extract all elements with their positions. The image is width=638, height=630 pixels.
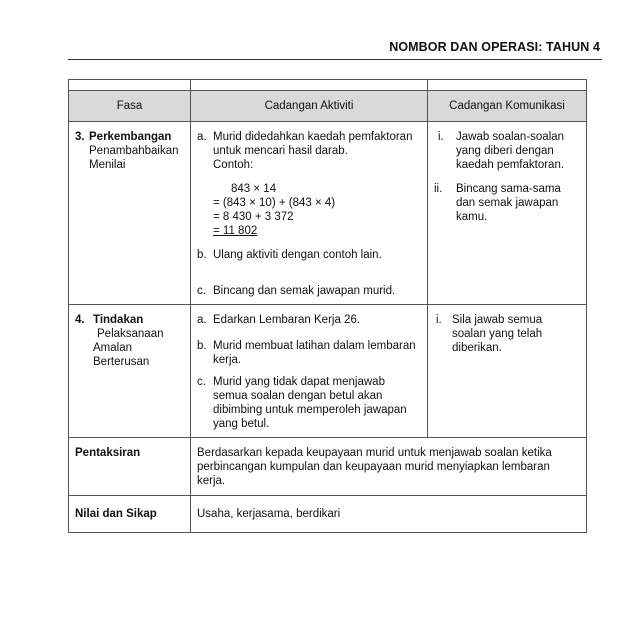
list-text: Contoh: <box>213 159 254 171</box>
list-marker: a. <box>197 314 207 326</box>
table-row-perkembangan <box>69 122 587 305</box>
table-header-row <box>69 91 587 122</box>
list-text: Murid yang tidak dapat menjawab <box>213 376 385 388</box>
list-marker: c. <box>197 376 206 388</box>
list-text: Sila jawab semua <box>452 314 543 326</box>
list-text: dibimbing untuk memperoleh jawapan <box>213 404 407 416</box>
table-row-pentaksiran <box>69 438 587 496</box>
list-marker: c. <box>197 285 206 297</box>
list-item <box>434 182 580 224</box>
list-text: Ulang aktiviti dengan contoh lain. <box>213 249 382 261</box>
pentaksiran-text-cell <box>191 438 587 496</box>
fasa-sub: Amalan <box>93 342 132 354</box>
list-marker: b. <box>197 249 207 261</box>
fasa-sub: Pelaksanaan <box>97 328 164 340</box>
nilai-label: Nilai dan Sikap <box>75 508 157 520</box>
header-divider <box>68 59 602 60</box>
nilai-text-cell <box>191 496 587 533</box>
list-text: Murid didedahkan kaedah pemfaktoran <box>213 131 413 143</box>
table-row-nilai <box>69 496 587 533</box>
fasa-cell <box>69 122 191 305</box>
list-text: kaedah pemfaktoran. <box>456 159 565 171</box>
pentaksiran-label: Pentaksiran <box>75 447 141 459</box>
list-item <box>197 284 421 298</box>
nilai-text: Usaha, kerjasama, berdikari <box>197 508 341 520</box>
list-text: untuk mencari hasil darab. <box>213 145 348 157</box>
fasa-number: 4. <box>75 314 85 326</box>
list-item <box>434 313 580 355</box>
spacer-cell <box>428 80 587 91</box>
table-spacer-row <box>69 80 587 91</box>
list-text: kamu. <box>456 211 488 223</box>
list-item <box>434 130 580 172</box>
calc-line: = (843 × 10) + (843 × 4) <box>213 197 336 209</box>
table-row-tindakan <box>69 305 587 438</box>
list-item <box>197 375 421 431</box>
list-marker: i. <box>436 314 442 326</box>
list-text: soalan yang telah <box>452 328 543 340</box>
fasa-cell <box>69 305 191 438</box>
fasa-sub: Berterusan <box>93 356 150 368</box>
list-text: Jawab soalan-soalan <box>456 131 565 143</box>
fasa-sub: Penambahbaikan <box>89 145 179 157</box>
header-fasa: Fasa <box>69 91 191 122</box>
pentaksiran-text: Berdasarkan kepada keupayaan murid untuk menjawab soalan ketika <box>197 447 552 459</box>
komunikasi-cell <box>428 305 587 438</box>
list-text: yang betul. <box>213 418 270 430</box>
list-text: Bincang dan semak jawapan murid. <box>213 285 396 297</box>
list-text: yang diberi dengan <box>456 145 554 157</box>
list-item <box>197 313 421 327</box>
calc-line: = 8 430 + 3 372 <box>213 211 294 223</box>
spacer-cell <box>69 80 191 91</box>
pentaksiran-text: kerja. <box>197 475 226 487</box>
list-marker: i. <box>438 131 444 143</box>
list-text: Murid membuat latihan dalam lembaran <box>213 340 416 352</box>
list-text: Edarkan Lembaran Kerja 26. <box>213 314 361 326</box>
komunikasi-cell <box>428 122 587 305</box>
header-cadangan-aktiviti: Cadangan Aktiviti <box>191 91 428 122</box>
aktiviti-cell <box>191 122 428 305</box>
list-marker: ii. <box>434 183 443 195</box>
pentaksiran-text: perbincangan kumpulan dan keupayaan murid menyiapkan lembaran <box>197 461 550 473</box>
pentaksiran-label-cell <box>69 438 191 496</box>
list-marker: b. <box>197 340 207 352</box>
aktiviti-cell <box>191 305 428 438</box>
list-text: Bincang sama-sama <box>456 183 561 195</box>
nilai-label-cell <box>69 496 191 533</box>
list-text: kerja. <box>213 354 242 366</box>
calc-line: 843 × 14 <box>231 183 277 195</box>
fasa-title: Perkembangan <box>89 131 172 143</box>
page-header-title: NOMBOR DAN OPERASI: TAHUN 4 <box>389 40 600 54</box>
list-marker: a. <box>197 131 207 143</box>
calculation-example <box>213 182 421 238</box>
list-text: dan semak jawapan <box>456 197 559 209</box>
header-cadangan-komunikasi: Cadangan Komunikasi <box>428 91 587 122</box>
list-text: diberikan. <box>452 342 502 354</box>
list-text: semua soalan dengan betul akan <box>213 390 383 402</box>
list-item <box>197 130 421 172</box>
fasa-sub: Menilai <box>89 159 126 171</box>
calc-result: = 11 802 <box>213 225 258 237</box>
fasa-number: 3. <box>75 131 85 143</box>
spacer-cell <box>191 80 428 91</box>
fasa-title: Tindakan <box>93 314 144 326</box>
list-item <box>197 339 421 367</box>
list-item <box>197 248 421 262</box>
lesson-plan-table <box>68 79 587 533</box>
